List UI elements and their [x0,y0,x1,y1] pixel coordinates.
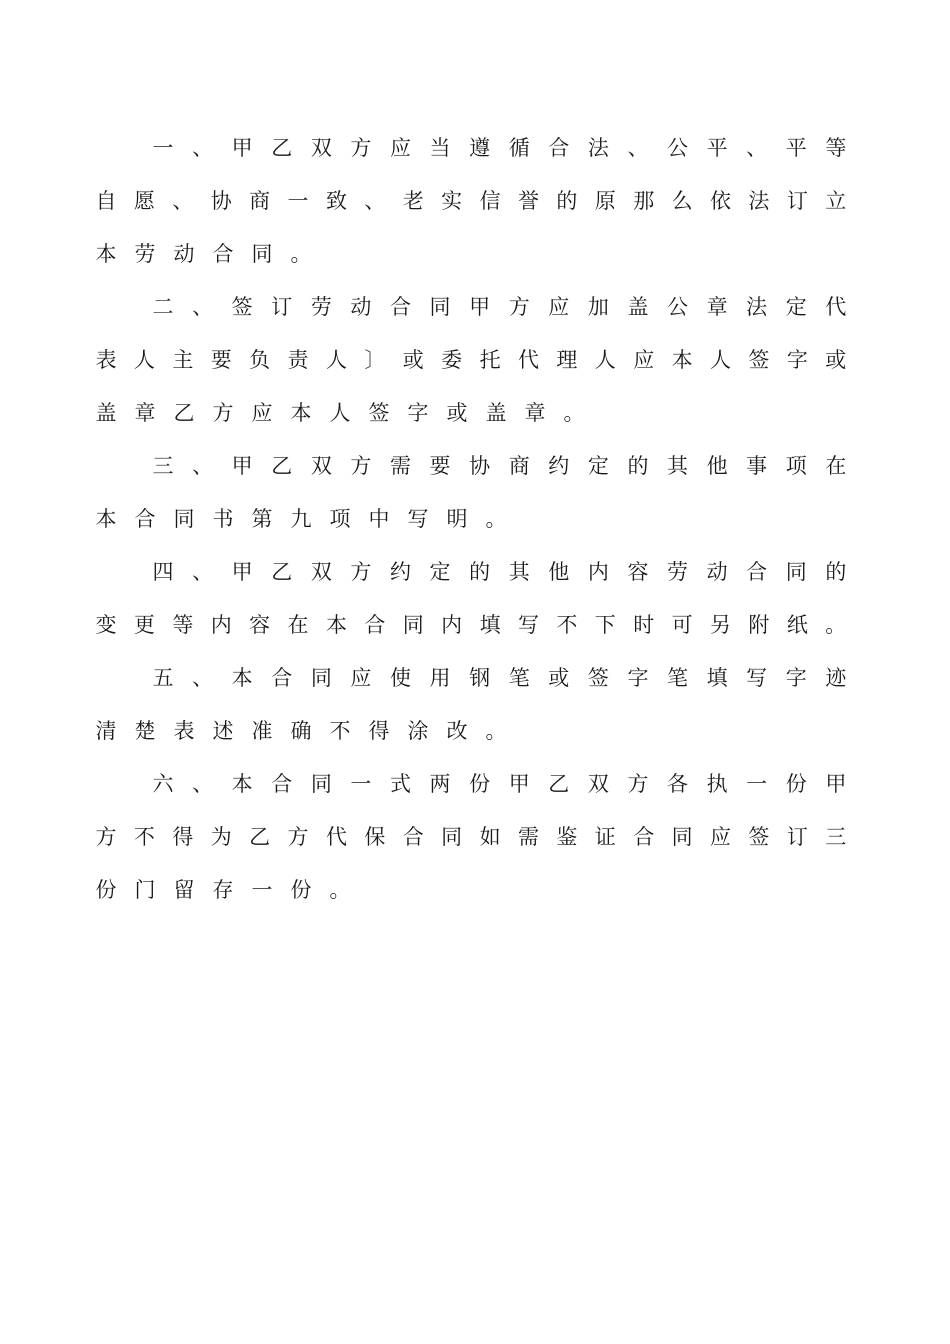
text-char: 订 [786,188,808,213]
text-char: 笔 [667,665,689,690]
text-char: 委 [441,347,463,372]
text-char: 一 [746,771,768,796]
text-char: 执 [706,771,728,796]
text-char: 字 [627,665,649,690]
text-char: 方 [508,294,530,319]
text-char: 协 [210,188,232,213]
text-char: 、 [192,294,214,319]
text-char: 么 [671,188,693,213]
text-char: 份 [95,877,117,902]
text-line [95,438,847,491]
text-char: 书 [212,506,234,531]
text-char: 信 [479,188,501,213]
text-char: 或 [402,347,424,372]
note-paragraph-5 [95,650,847,756]
text-char: 立 [825,188,847,213]
text-char: 述 [212,718,234,743]
text-line [95,173,847,226]
text-char: 、 [192,665,214,690]
text-line [95,332,847,385]
text-char: 本 [290,400,312,425]
text-char: 变 [95,612,117,637]
text-char: 盖 [485,400,507,425]
text-line [95,703,847,756]
text-char: 甲 [231,453,253,478]
text-line [95,862,847,915]
text-char: 下 [594,612,616,637]
text-char: 双 [587,771,609,796]
text-char: 他 [706,453,728,478]
text-char: 在 [287,612,309,637]
text-char: 或 [446,400,468,425]
text-char: 甲 [231,135,253,160]
text-char: 誉 [517,188,539,213]
text-char: 、 [192,559,214,584]
text-char: 循 [508,135,530,160]
text-char: 式 [389,771,411,796]
text-char: 合 [212,241,234,266]
text-char: 附 [748,612,770,637]
text-char: 应 [548,294,570,319]
text-char: 中 [368,506,390,531]
text-char: 负 [249,347,271,372]
text-char: 六 [152,771,174,796]
text-char: 不 [329,718,351,743]
text-char: 。 [563,400,585,425]
text-line [95,597,847,650]
text-char: 纸 [786,612,808,637]
text-char: 字 [786,347,808,372]
text-char: 合 [746,559,768,584]
text-char: 方 [350,135,372,160]
text-char: 同 [441,824,463,849]
text-char: 同 [251,241,273,266]
text-char: 钢 [469,665,491,690]
text-char: 迹 [825,665,847,690]
text-char: 为 [210,824,232,849]
text-char: 份 [290,877,312,902]
text-char: 依 [710,188,731,213]
text-char: 楚 [134,718,156,743]
text-char: 、 [192,771,214,796]
text-char: 、 [627,135,649,160]
text-char: 。 [485,506,507,531]
text-char: 定 [429,559,451,584]
text-char: 一 [251,877,273,902]
text-char: 方 [287,824,309,849]
text-char: 甲 [469,294,491,319]
note-paragraph-2 [95,279,847,438]
text-line [95,385,847,438]
text-char: 主 [172,347,194,372]
text-char: 法 [587,135,609,160]
text-char: 乙 [271,453,293,478]
text-line [95,756,847,809]
text-char: 不 [133,824,155,849]
text-char: 劳 [134,241,156,266]
text-char: 五 [152,665,174,690]
text-char: 留 [173,877,195,902]
text-char: 。 [825,612,847,637]
text-char: 或 [825,347,847,372]
text-char: 自 [95,188,117,213]
text-line [95,650,847,703]
text-char: 一 [152,135,174,160]
text-char: 其 [508,559,530,584]
text-char: 明 [446,506,468,531]
text-char: 加 [587,294,609,319]
text-char: 约 [389,559,411,584]
text-char: 同 [429,294,451,319]
text-char: 本 [231,771,253,796]
text-char: 盖 [95,400,117,425]
text-char: 同 [173,506,195,531]
text-char: 内 [587,559,609,584]
text-char: 签 [368,400,390,425]
text-char: 方 [95,824,117,849]
text-char: 合 [389,294,411,319]
text-char: 双 [310,135,332,160]
text-char: 。 [290,241,312,266]
text-char: 〕 [364,347,386,372]
text-char: 他 [548,559,570,584]
text-char: 人 [594,347,616,372]
text-line [95,809,847,862]
text-char: 代 [517,347,539,372]
contract-notes-body [95,120,847,915]
note-paragraph-4 [95,544,847,650]
text-line [95,544,847,597]
note-paragraph-6 [95,756,847,915]
text-char: 得 [172,824,194,849]
text-line [95,279,847,332]
text-char: 三 [152,453,174,478]
text-char: 人 [133,347,155,372]
text-char: 二 [152,294,174,319]
text-char: 方 [350,453,372,478]
text-char: 份 [469,771,491,796]
text-char: 两 [429,771,451,796]
text-char: 乙 [249,824,271,849]
text-char: 或 [548,665,570,690]
text-char: 代 [825,294,847,319]
text-char: 实 [441,188,463,213]
text-char: 各 [667,771,689,796]
text-char: 动 [173,241,195,266]
text-char: 、 [172,188,194,213]
text-char: 如 [479,824,501,849]
text-char: 证 [594,824,616,849]
text-char: 商 [249,188,271,213]
text-char: 本 [95,241,117,266]
text-char: 字 [785,665,807,690]
text-char: 应 [633,347,655,372]
text-line [95,226,847,279]
text-char: 鉴 [556,824,578,849]
text-char: 方 [627,771,649,796]
text-char: 本 [95,506,117,531]
text-char: 应 [389,135,411,160]
text-char: 用 [429,665,451,690]
text-char: 应 [251,400,273,425]
text-char: 填 [706,665,728,690]
text-char: 本 [671,347,693,372]
text-char: 遵 [469,135,491,160]
text-char: 同 [310,771,332,796]
text-line [95,120,847,173]
text-char: 合 [548,135,570,160]
text-char: 原 [594,188,616,213]
text-char: 人 [710,347,731,372]
text-char: 签 [748,824,770,849]
text-char: 在 [825,453,847,478]
text-char: 得 [368,718,390,743]
text-char: 公 [667,135,689,160]
text-char: 改 [446,718,468,743]
text-char: 更 [133,612,155,637]
text-char: 字 [407,400,429,425]
text-char: 同 [310,665,332,690]
text-char: 签 [231,294,253,319]
text-char: 、 [192,135,214,160]
text-char: 一 [287,188,309,213]
text-char: 事 [746,453,768,478]
text-char: 容 [249,612,271,637]
text-char: 代 [325,824,347,849]
text-char: 合 [364,612,386,637]
text-char: 当 [429,135,451,160]
text-char: 托 [479,347,501,372]
text-char: 订 [271,294,293,319]
text-char: 合 [402,824,424,849]
text-char: 应 [710,824,731,849]
text-char: 内 [441,612,463,637]
text-char: 应 [350,665,372,690]
text-char: 乙 [173,400,195,425]
text-char: 的 [825,559,847,584]
text-char: 合 [271,665,293,690]
text-char: 等 [825,135,847,160]
text-char: 理 [556,347,578,372]
text-char: 的 [556,188,578,213]
text-char: 三 [825,824,847,849]
text-char: 填 [479,612,501,637]
text-char: 表 [173,718,195,743]
text-char: 乙 [271,559,293,584]
text-char: 方 [350,559,372,584]
text-char: 致 [325,188,347,213]
text-char: 同 [671,824,693,849]
text-char: 甲 [825,771,847,796]
text-char: 等 [172,612,194,637]
text-char: 合 [134,506,156,531]
text-char: 协 [469,453,491,478]
text-char: 盖 [627,294,649,319]
text-char: 劳 [310,294,332,319]
text-line [95,491,847,544]
text-char: 时 [633,612,655,637]
text-char: 需 [517,824,539,849]
text-char: 四 [152,559,174,584]
text-char: 保 [364,824,386,849]
text-char: 要 [429,453,451,478]
text-char: 章 [134,400,156,425]
text-char: 写 [407,506,429,531]
text-char: 写 [517,612,539,637]
text-char: 章 [706,294,728,319]
text-char: 、 [364,188,386,213]
text-char: 甲 [231,559,253,584]
text-char: 、 [746,135,768,160]
text-char: 门 [134,877,156,902]
text-char: 可 [671,612,693,637]
text-char: 的 [627,453,649,478]
text-char: 责 [287,347,309,372]
text-char: 甲 [508,771,530,796]
text-char: 需 [389,453,411,478]
text-char: 同 [402,612,424,637]
text-char: 签 [587,665,609,690]
text-char: 那 [633,188,655,213]
text-char: 乙 [548,771,570,796]
text-char: 定 [587,453,609,478]
text-char: 笔 [508,665,530,690]
text-char: 定 [785,294,807,319]
text-char: 合 [633,824,655,849]
note-paragraph-3 [95,438,847,544]
text-char: 人 [325,347,347,372]
text-char: 方 [212,400,234,425]
text-char: 使 [389,665,411,690]
text-char: 清 [95,718,117,743]
text-char: 不 [556,612,578,637]
text-char: 法 [748,188,770,213]
text-char: 确 [290,718,312,743]
text-char: 的 [469,559,491,584]
text-char: 项 [785,453,807,478]
text-char: 要 [210,347,232,372]
text-char: 第 [251,506,273,531]
text-char: 约 [548,453,570,478]
text-char: 项 [329,506,351,531]
text-char: 其 [667,453,689,478]
text-char: 平 [706,135,728,160]
text-char: 内 [210,612,232,637]
text-char: 愿 [133,188,155,213]
text-char: 准 [251,718,273,743]
text-char: 双 [310,453,332,478]
text-char: 另 [710,612,731,637]
text-char: 老 [402,188,424,213]
text-char: 表 [95,347,117,372]
text-char: 双 [310,559,332,584]
text-char: 一 [350,771,372,796]
text-char: 法 [746,294,768,319]
text-char: 签 [748,347,770,372]
text-char: 劳 [667,559,689,584]
text-char: 公 [667,294,689,319]
text-char: 订 [786,824,808,849]
text-char: 乙 [271,135,293,160]
text-char: 商 [508,453,530,478]
text-char: 合 [271,771,293,796]
text-char: 写 [746,665,768,690]
text-char: 份 [785,771,807,796]
text-char: 存 [212,877,234,902]
text-char: 九 [290,506,312,531]
text-char: 动 [706,559,728,584]
text-char: 动 [350,294,372,319]
note-paragraph-1 [95,120,847,279]
text-char: 平 [785,135,807,160]
text-char: 本 [231,665,253,690]
text-char: 、 [192,453,214,478]
text-char: 章 [524,400,546,425]
text-char: 人 [329,400,351,425]
text-char: 。 [485,718,507,743]
text-char: 涂 [407,718,429,743]
text-char: 。 [329,877,351,902]
text-char: 容 [627,559,649,584]
text-char: 本 [325,612,347,637]
text-char: 同 [785,559,807,584]
